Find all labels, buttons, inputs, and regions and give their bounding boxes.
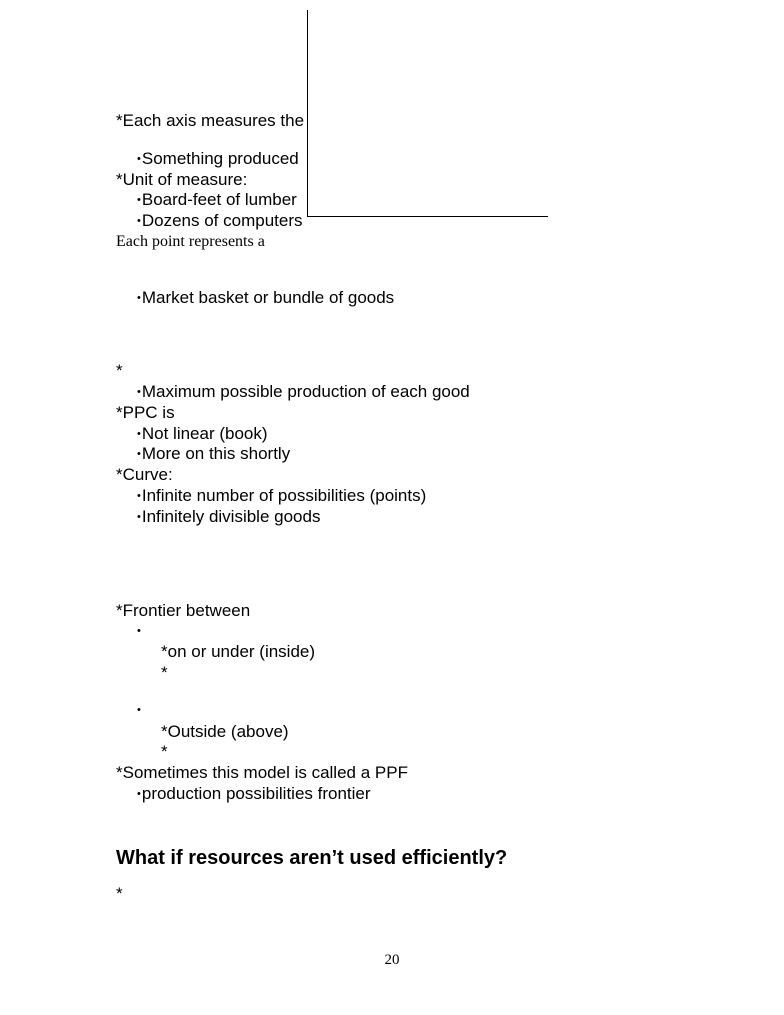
bullet-item: •Board-feet of lumber (137, 190, 297, 209)
bullet-icon: • (137, 704, 141, 716)
vertical-axis-line (307, 10, 308, 217)
text-line: *Each axis measures the (116, 111, 305, 130)
bullet-item: •Something produced (137, 149, 299, 168)
bullet-item: •Not linear (book) (137, 424, 268, 443)
bullet-item (137, 621, 142, 641)
text-line: * (161, 663, 168, 682)
bullet-icon: • (137, 490, 141, 502)
text-line: * (116, 884, 123, 903)
text-line: *Outside (above) (161, 722, 289, 741)
horizontal-axis-line (307, 216, 548, 217)
bullet-icon: • (137, 625, 141, 637)
page-number: 20 (384, 952, 400, 968)
bullet-icon: • (137, 194, 141, 206)
bullet-icon: • (137, 511, 141, 523)
section-heading: What if resources aren’t used efficiently? (116, 847, 508, 869)
bullet-icon: • (137, 215, 141, 227)
bullet-item: •More on this shortly (137, 444, 291, 463)
text-line: *PPC is (116, 403, 175, 422)
text-line: *Sometimes this model is called a PPF (116, 763, 408, 782)
text-line: *Unit of measure: (116, 170, 248, 189)
bullet-icon: • (137, 788, 141, 800)
bullet-icon: • (137, 153, 141, 165)
bullet-item: •Market basket or bundle of goods (137, 288, 395, 307)
text-line: * (161, 742, 168, 761)
bullet-icon: • (137, 448, 141, 460)
text-line: *Curve: (116, 465, 173, 484)
bullet-item: •production possibilities frontier (137, 784, 371, 803)
bullet-item: •Infinitely divisible goods (137, 507, 321, 526)
bullet-icon: • (137, 428, 141, 440)
bullet-item: •Dozens of computers (137, 211, 303, 230)
text-line: *Frontier between (116, 601, 251, 620)
bullet-item: •Maximum possible production of each good (137, 382, 470, 401)
bullet-item (137, 700, 142, 720)
bullet-icon: • (137, 292, 141, 304)
text-line: *on or under (inside) (161, 642, 316, 661)
text-line: * (116, 361, 123, 380)
text-line: Each point represents a (116, 233, 265, 250)
bullet-icon: • (137, 386, 141, 398)
bullet-item: •Infinite number of possibilities (points) (137, 486, 427, 505)
